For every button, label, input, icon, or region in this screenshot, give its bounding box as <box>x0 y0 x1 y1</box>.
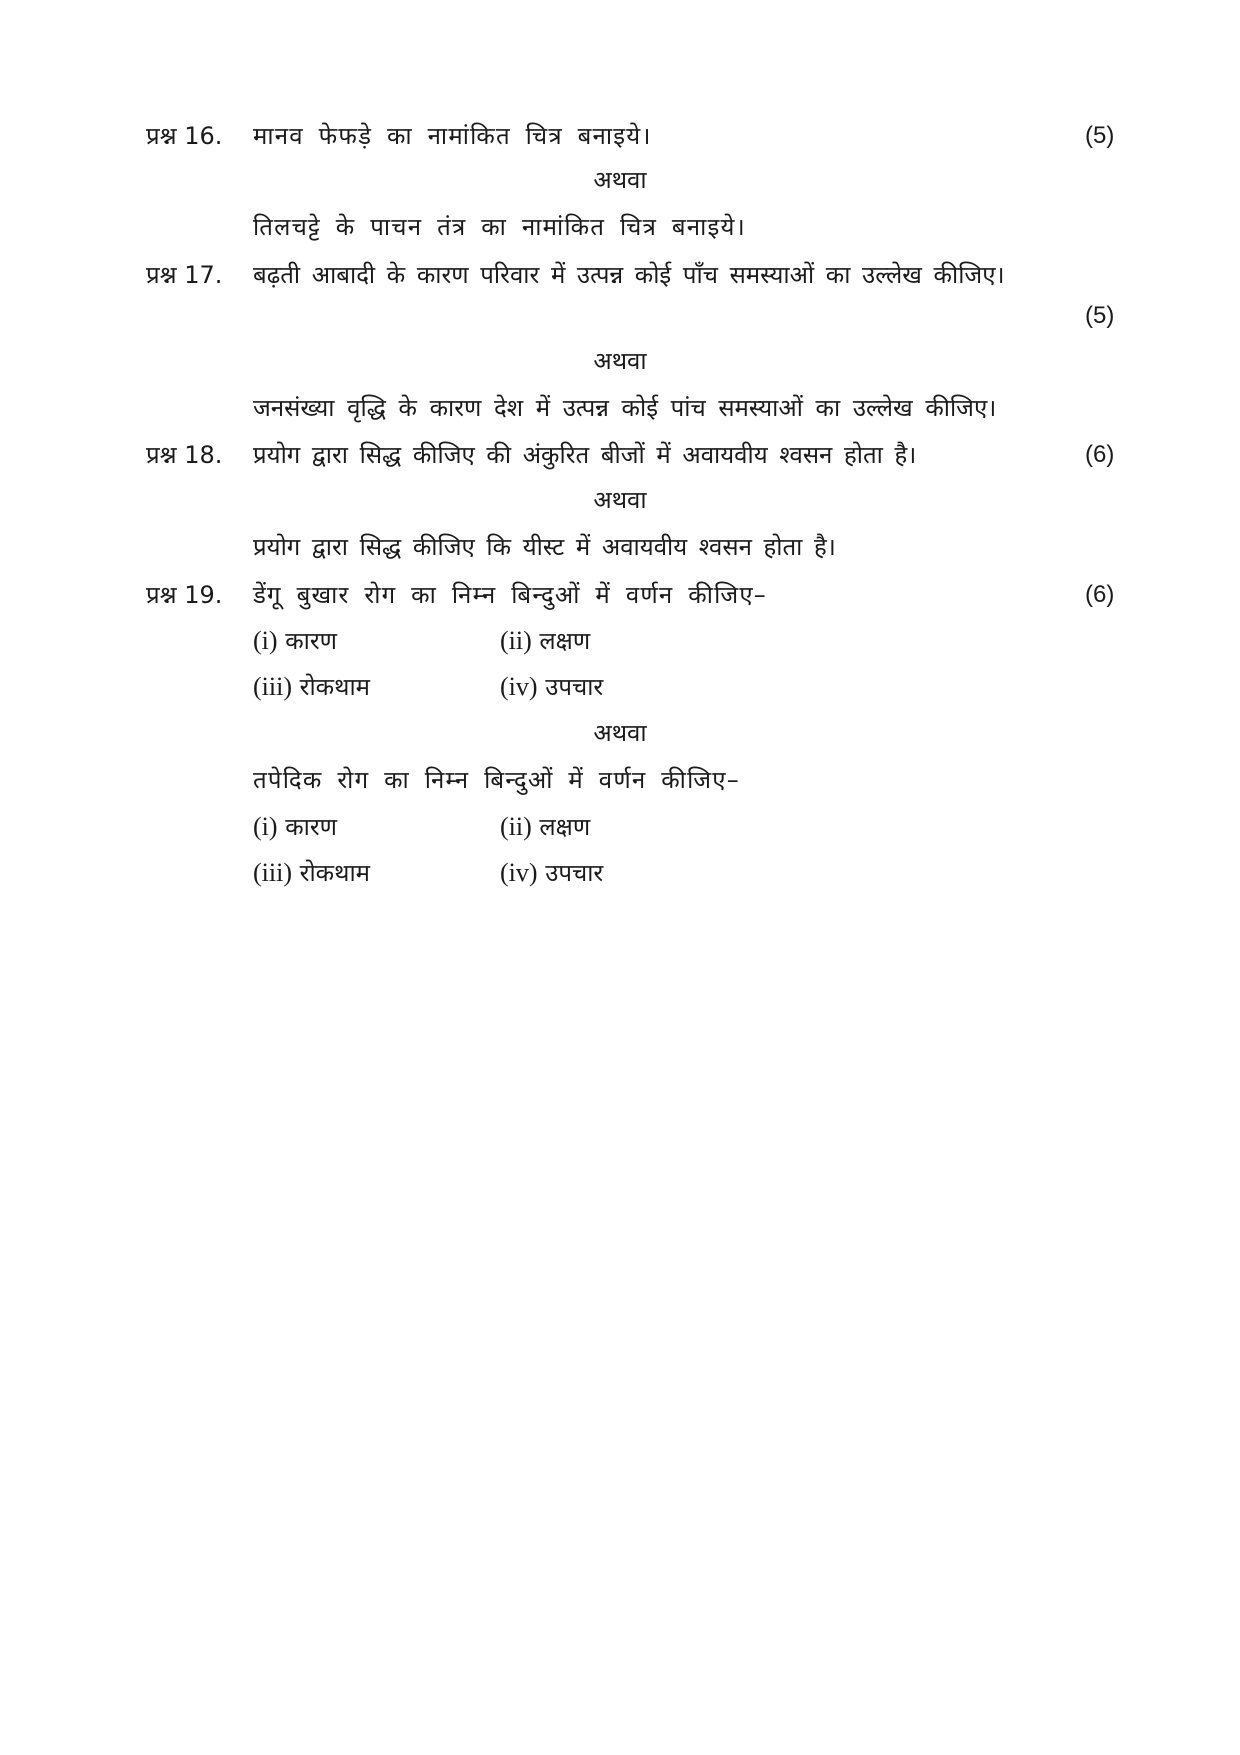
question-19-text: डेंगू बुखार रोग का निम्न बिन्दुओं में वर्णन कीजिए– <box>253 581 768 609</box>
question-17-or: अथवा <box>593 347 647 375</box>
question-19-alt-option-2: (ii) लक्षण <box>500 812 591 841</box>
question-19-option-1: (i) कारण <box>253 626 338 655</box>
question-17-alt-text: जनसंख्या वृद्धि के कारण देश में उत्पन्न कोई पांच समस्याओं का उल्लेख कीजिए। <box>253 394 997 422</box>
question-16-label: प्रश्न 16. <box>146 122 223 150</box>
question-18-or: अथवा <box>593 486 647 514</box>
question-18-alt-text: प्रयोग द्वारा सिद्ध कीजिए कि यीस्ट में अवायवीय श्वसन होता है। <box>253 533 836 561</box>
question-16-text: मानव फेफड़े का नामांकित चित्र बनाइये। <box>253 122 652 150</box>
question-18-label: प्रश्न 18. <box>146 441 223 469</box>
question-16-alt-text: तिलचट्टे के पाचन तंत्र का नामांकित चित्र बनाइये। <box>253 213 746 241</box>
question-18-text: प्रयोग द्वारा सिद्ध कीजिए की अंकुरित बीजों में अवायवीय श्वसन होता है। <box>253 441 917 469</box>
question-19-alt-option-4: (iv) उपचार <box>500 858 604 887</box>
question-19-alt-option-1: (i) कारण <box>253 812 338 841</box>
question-19-alt-text: तपेदिक रोग का निम्न बिन्दुओं में वर्णन कीजिए– <box>253 766 740 794</box>
question-19-or: अथवा <box>593 719 647 747</box>
question-16-or: अथवा <box>593 166 647 194</box>
question-17-label: प्रश्न 17. <box>146 261 223 289</box>
question-17-marks: (5) <box>1085 302 1115 329</box>
question-19-option-4: (iv) उपचार <box>500 672 604 701</box>
question-19-marks: (6) <box>1085 581 1115 608</box>
question-18-marks: (6) <box>1085 441 1115 468</box>
question-19-label: प्रश्न 19. <box>146 581 223 609</box>
question-17-text: बढ़ती आबादी के कारण परिवार में उत्पन्न कोई पाँच समस्याओं का उल्लेख कीजिए। <box>253 261 1005 289</box>
question-19-alt-option-3: (iii) रोकथाम <box>253 858 371 887</box>
question-19-option-2: (ii) लक्षण <box>500 626 591 655</box>
question-19-option-3: (iii) रोकथाम <box>253 672 371 701</box>
question-16-marks: (5) <box>1085 122 1115 149</box>
